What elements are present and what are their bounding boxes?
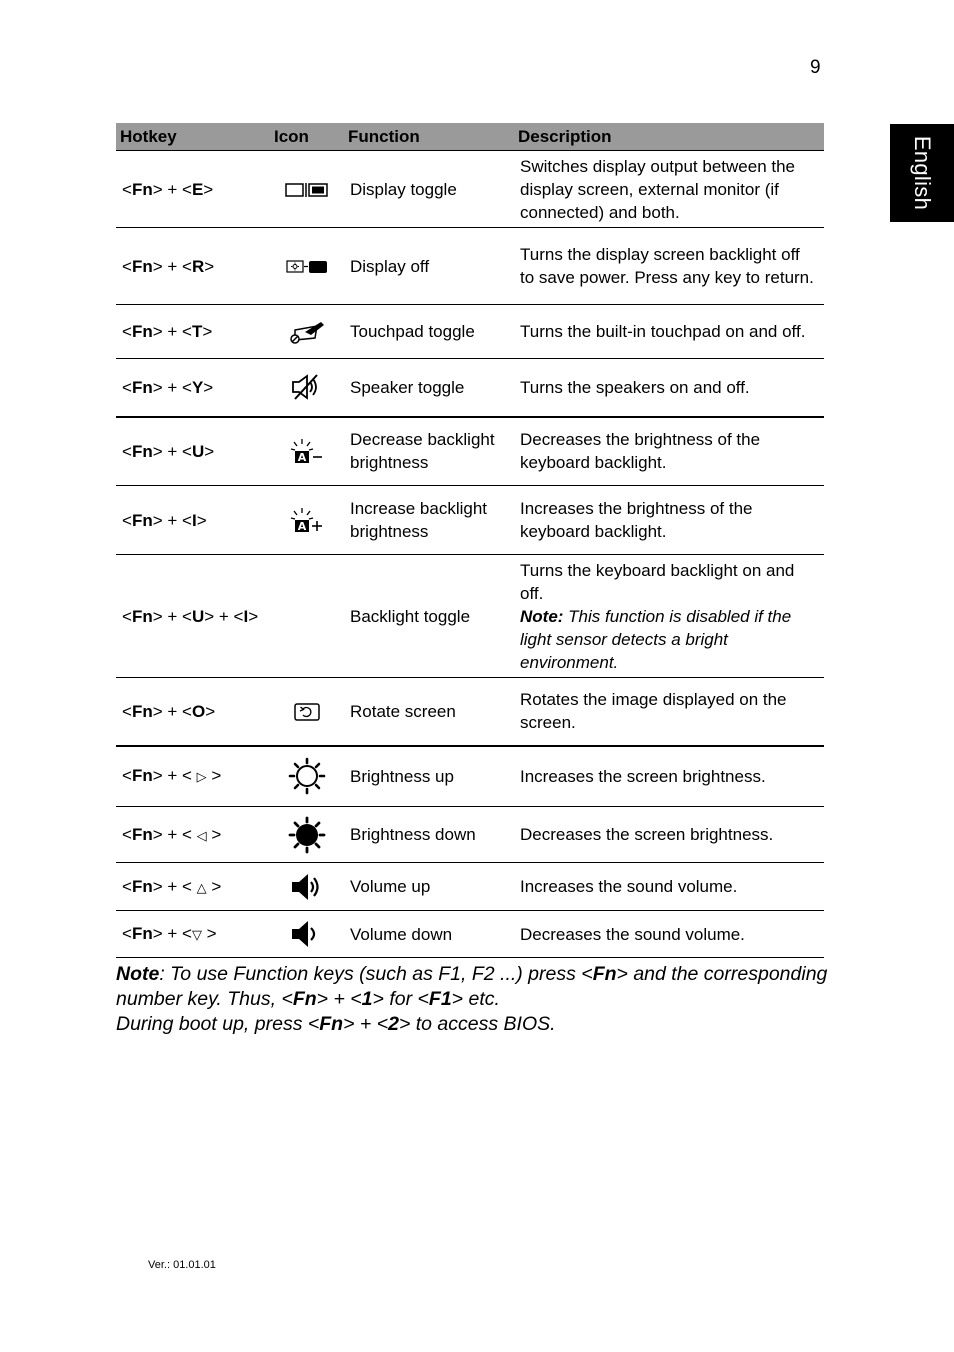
version-label: Ver.: 01.01.01: [148, 1259, 216, 1271]
header-function: Function: [344, 123, 514, 151]
hotkey-cell: <Fn> + <▽ >: [116, 911, 270, 958]
hotkey-cell: <Fn> + <R>: [116, 228, 270, 305]
function-cell: Backlight toggle: [344, 555, 514, 678]
table-row: [116, 228, 824, 305]
table-row: [116, 746, 824, 807]
footnote-note-label: Note: [116, 963, 160, 985]
icon-cell: [270, 359, 344, 417]
function-cell: Volume up: [344, 863, 514, 911]
function-cell: Brightness up: [344, 746, 514, 807]
display-off-icon: [285, 259, 329, 275]
hotkey-cell: <Fn> + < ◁ >: [116, 807, 270, 863]
note-text: This function is disabled if the light sensor detects a bright environment.: [520, 606, 792, 672]
speaker-toggle-icon: [291, 373, 323, 401]
icon-cell: [270, 486, 344, 555]
backlight-decrease-icon: [289, 437, 325, 465]
icon-cell: [270, 417, 344, 486]
backlight-increase-icon: [289, 506, 325, 534]
hotkey-cell: <Fn> + < △ >: [116, 863, 270, 911]
icon-cell: [270, 863, 344, 911]
icon-cell: [270, 228, 344, 305]
table-row: [116, 807, 824, 863]
function-cell: Brightness down: [344, 807, 514, 863]
hotkey-cell: <Fn> + <T>: [116, 305, 270, 359]
hotkey-cell: <Fn> + < ▷ >: [116, 746, 270, 807]
description-cell: Increases the brightness of the keyboard backlight.: [514, 486, 824, 555]
function-cell: Touchpad toggle: [344, 305, 514, 359]
hotkey-cell: <Fn> + <U>: [116, 417, 270, 486]
hotkey-cell: <Fn> + <I>: [116, 486, 270, 555]
function-cell: Decrease backlight brightness: [344, 417, 514, 486]
description-cell: Decreases the brightness of the keyboard backlight.: [514, 417, 824, 486]
description-cell: Turns the speakers on and off.: [514, 359, 824, 417]
rotate-screen-icon: [293, 702, 321, 722]
svg-text:A: A: [297, 520, 307, 533]
display-toggle-icon: [285, 182, 329, 198]
description-cell: Increases the screen brightness.: [514, 746, 824, 807]
icon-cell: [270, 555, 344, 678]
table-row: [116, 417, 824, 486]
description-cell: Turns the display screen backlight off to save power. Press any key to return.: [514, 228, 824, 305]
icon-cell: [270, 305, 344, 359]
description-cell: Switches display output between the display screen, external monitor (if connected) and both.: [514, 151, 824, 228]
hotkey-cell: <Fn> + <Y>: [116, 359, 270, 417]
table-row: [116, 305, 824, 359]
hotkey-cell: <Fn> + <U> + <I>: [116, 555, 270, 678]
language-tab: [890, 124, 954, 222]
language-tab-label: English: [910, 135, 936, 211]
svg-text:A: A: [297, 451, 307, 465]
table-row: [116, 151, 824, 228]
hotkey-cell: <Fn> + <O>: [116, 678, 270, 746]
volume-up-icon: [290, 871, 324, 903]
table-header-row: [116, 123, 824, 151]
function-cell: Volume down: [344, 911, 514, 958]
hotkey-table: [116, 123, 824, 958]
function-cell: Speaker toggle: [344, 359, 514, 417]
function-cell: Display toggle: [344, 151, 514, 228]
icon-cell: [270, 678, 344, 746]
note-label: Note:: [520, 606, 564, 626]
header-icon: Icon: [270, 123, 344, 151]
table-row: [116, 863, 824, 911]
function-cell: Rotate screen: [344, 678, 514, 746]
description-cell: Increases the sound volume.: [514, 863, 824, 911]
description-cell: Decreases the sound volume.: [514, 911, 824, 958]
touchpad-toggle-icon: [287, 320, 327, 344]
icon-cell: [270, 151, 344, 228]
description-cell: Turns the built-in touchpad on and off.: [514, 305, 824, 359]
description-cell: Decreases the screen brightness.: [514, 807, 824, 863]
table-row: [116, 911, 824, 958]
table-row: [116, 678, 824, 746]
header-hotkey: Hotkey: [116, 123, 270, 151]
header-description: Description: [514, 123, 824, 151]
volume-down-icon: [290, 918, 324, 950]
function-cell: Increase backlight brightness: [344, 486, 514, 555]
hotkey-cell: <Fn> + <E>: [116, 151, 270, 228]
function-cell: Display off: [344, 228, 514, 305]
table-row: [116, 486, 824, 555]
page-number: 9: [810, 57, 821, 78]
table-row: [116, 555, 824, 678]
icon-cell: [270, 807, 344, 863]
icon-cell: [270, 911, 344, 958]
description-cell: Turns the keyboard backlight on and off. Note: This function is disabled if the light sensor detects a bright environment.: [514, 555, 824, 678]
brightness-down-icon: [288, 816, 326, 854]
table-row: [116, 359, 824, 417]
description-cell: Rotates the image displayed on the screen.: [514, 678, 824, 746]
brightness-up-icon: [288, 757, 326, 795]
icon-cell: [270, 746, 344, 807]
footnote: Note: To use Function keys (such as F1, F2 ...) press <Fn> and the corresponding number key. Thus, <Fn> + <1> for <F1> etc. During boot up, press <Fn> + <2> to access BIOS.: [116, 963, 828, 1035]
